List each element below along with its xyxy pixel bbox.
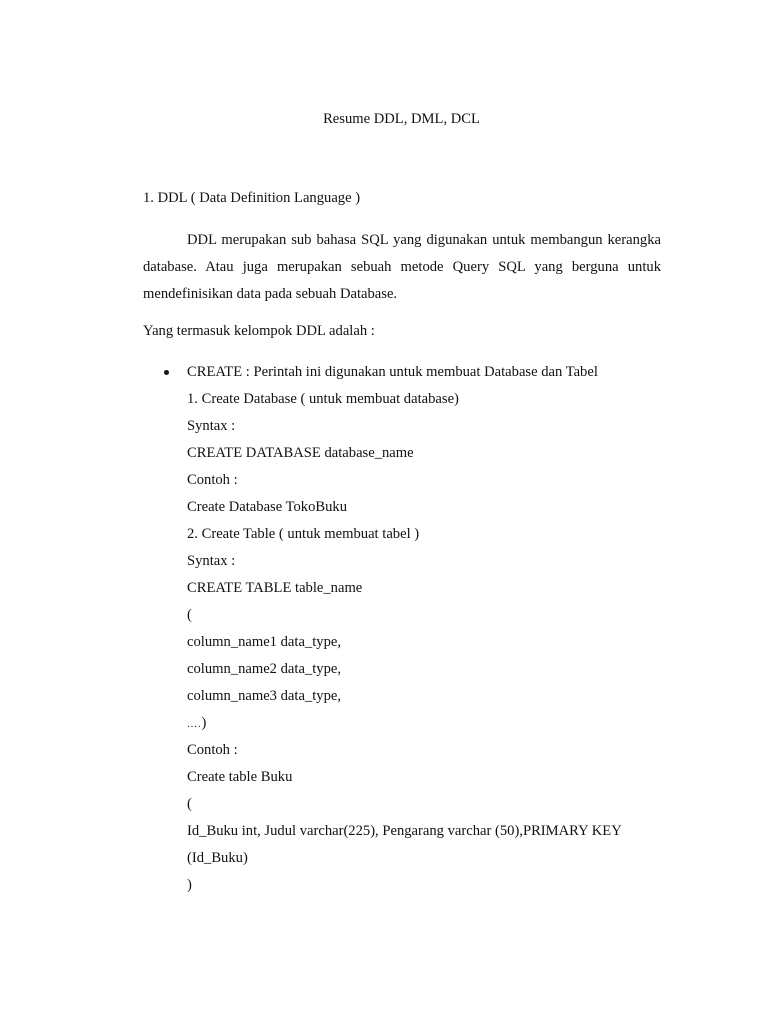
ddl-group-intro: Yang termasuk kelompok DDL adalah : bbox=[143, 323, 375, 339]
section-heading: 1. DDL ( Data Definition Language ) bbox=[143, 190, 361, 206]
example-label: Contoh : bbox=[187, 472, 238, 488]
ddl-command-list bbox=[143, 359, 703, 899]
create-database-example: Create Database TokoBuku bbox=[187, 499, 348, 515]
create-bullet-line: CREATE : Perintah ini digunakan untuk membuat Database dan Tabel bbox=[187, 364, 598, 380]
create-database-subheading: 1. Create Database ( untuk membuat database) bbox=[187, 391, 459, 407]
create-table-subheading: 2. Create Table ( untuk membuat tabel ) bbox=[187, 526, 420, 542]
create-table-example: Create table Buku bbox=[187, 769, 293, 785]
create-table-syntax: CREATE TABLE table_name bbox=[187, 580, 363, 596]
column-definition-line: column_name3 data_type, bbox=[187, 688, 341, 704]
ddl-description-paragraph: DDL merupakan sub bahasa SQL yang digunakan untuk membangun kerangka database. Atau juga merupakan sebuah metode Query SQL yang berguna untuk mendefinisikan data pada sebuah Database. bbox=[143, 232, 661, 302]
primary-key-line: (Id_Buku) bbox=[187, 850, 248, 866]
ellipsis-dots: …. bbox=[187, 719, 202, 730]
table-columns-line: Id_Buku int, Judul varchar(225), Pengarang varchar (50),PRIMARY KEY bbox=[187, 823, 622, 839]
column-definition-line: column_name1 data_type, bbox=[187, 634, 341, 650]
syntax-label: Syntax : bbox=[187, 553, 236, 569]
open-paren-line: ( bbox=[187, 607, 192, 623]
list-item-create bbox=[143, 359, 703, 899]
bullet-icon bbox=[164, 370, 169, 375]
create-database-syntax: CREATE DATABASE database_name bbox=[187, 445, 414, 461]
syntax-label: Syntax : bbox=[187, 418, 236, 434]
ellipsis-line bbox=[187, 710, 703, 737]
example-label: Contoh : bbox=[187, 742, 238, 758]
document-title: Resume DDL, DML, DCL bbox=[323, 111, 480, 127]
close-paren-line: ) bbox=[187, 877, 192, 893]
column-definition-line: column_name2 data_type, bbox=[187, 661, 341, 677]
open-paren-line: ( bbox=[187, 796, 192, 812]
close-paren: ) bbox=[201, 715, 207, 731]
